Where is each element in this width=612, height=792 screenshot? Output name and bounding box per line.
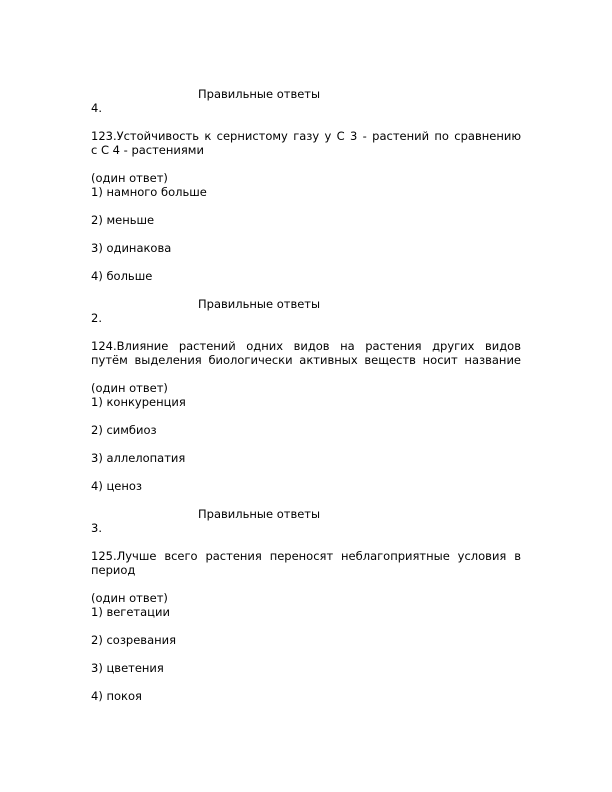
option-item: 4) больше: [91, 269, 153, 283]
option-item: 1) вегетации: [91, 605, 170, 619]
question-text-line: путём выделения биологически активных веществ носит название: [91, 353, 521, 367]
option-item: 1) намного больше: [91, 185, 207, 199]
answer-mode-label: (один ответ): [91, 591, 168, 605]
option-item: 4) ценоз: [91, 479, 143, 493]
answer-mode-label: (один ответ): [91, 171, 168, 185]
question-text-line: 125.Лучше всего растения переносят неблагоприятные условия в: [91, 549, 521, 563]
option-item: 3) одинакова: [91, 241, 172, 255]
answer-value: 3.: [91, 521, 102, 535]
option-item: 4) покоя: [91, 689, 142, 703]
answer-mode-label: (один ответ): [91, 381, 168, 395]
option-item: 1) конкуренция: [91, 395, 186, 409]
question-text-line: 123.Устойчивость к сернистому газу у С 3 - растений по сравнению: [91, 129, 521, 143]
question-text-line: 124.Влияние растений одних видов на растения других видов: [91, 339, 521, 353]
option-item: 2) созревания: [91, 633, 177, 647]
answer-header: Правильные ответы: [198, 507, 321, 521]
option-item: 2) симбиоз: [91, 423, 157, 437]
answer-value: 2.: [91, 311, 102, 325]
option-item: 2) меньше: [91, 213, 155, 227]
option-item: 3) цветения: [91, 661, 164, 675]
option-item: 3) аллелопатия: [91, 451, 186, 465]
answer-value: 4.: [91, 101, 102, 115]
answer-header: Правильные ответы: [198, 297, 321, 311]
question-text-line: с С 4 - растениями: [91, 143, 204, 157]
question-text-line: период: [91, 563, 136, 577]
answer-header: Правильные ответы: [198, 87, 321, 101]
